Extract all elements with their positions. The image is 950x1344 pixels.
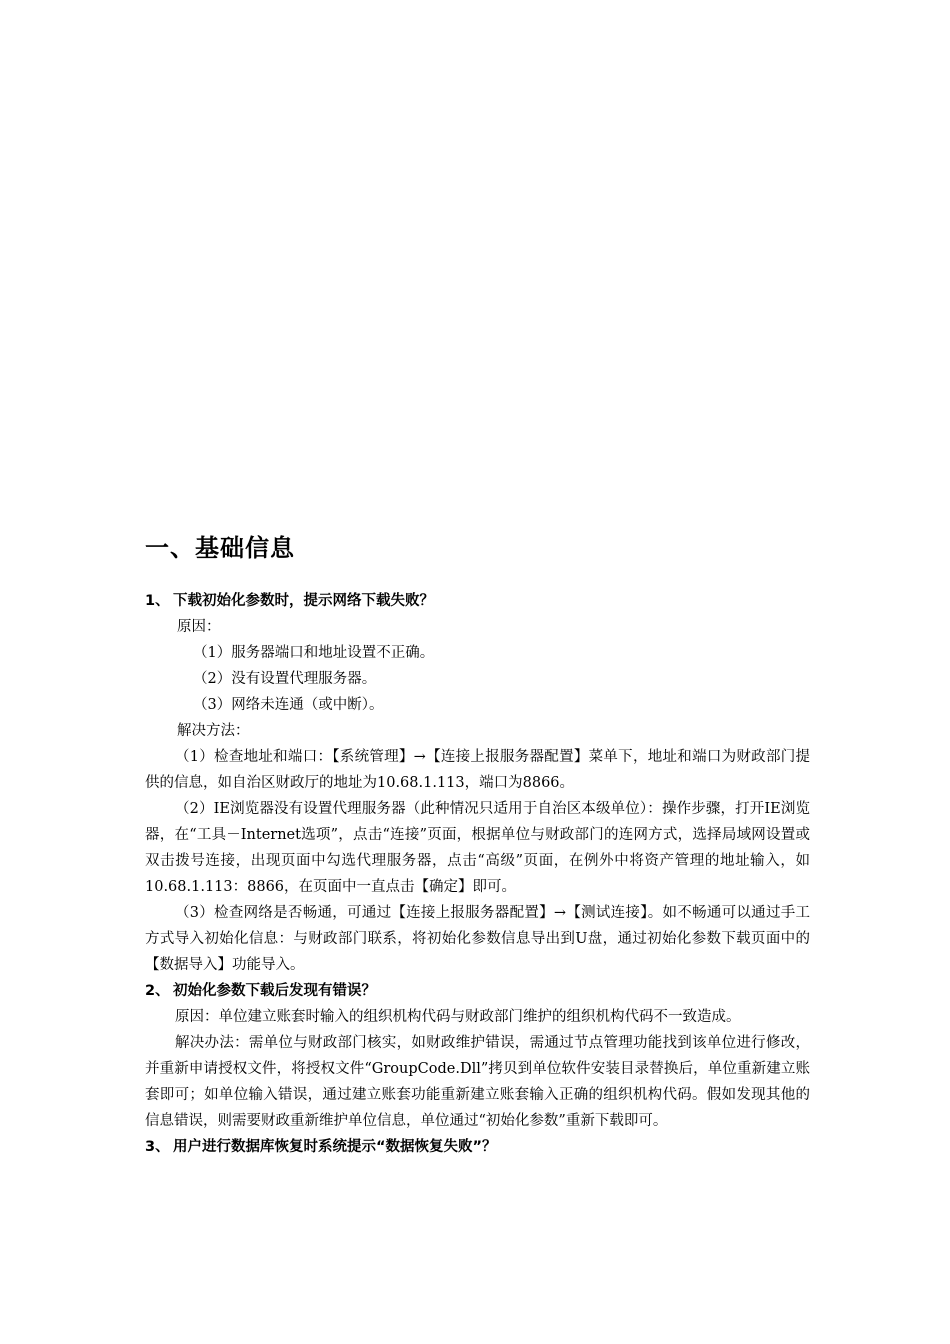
- solution-label: 解决方法：: [177, 723, 250, 739]
- question-number: 2、: [145, 983, 170, 999]
- section-title: 一、基础信息: [145, 534, 295, 562]
- cause-item: （3）网络未连通（或中断）。: [193, 697, 384, 713]
- solution-paragraph: （1）检查地址和端口：【系统管理】→【连接上报服务器配置】菜单下，地址和端口为财政部门提供的信息，如自治区财政厅的地址为10.68.1.113，端口为8866。: [145, 749, 810, 791]
- solution-paragraph: 解决办法：需单位与财政部门核实，如财政维护错误，需通过节点管理功能找到该单位进行修改，并重新申请授权文件，将授权文件“GroupCode.Dll”拷贝到单位软件安装目录替换后，单位重新建立账套即可；如单位输入错误，通过建立账套功能重新建立账套输入正确的组织机构代码。假如发现其他的信息错误，则需要财政重新维护单位信息，单位通过“初始化参数”重新下载即可。: [145, 1035, 810, 1129]
- cause-item: （2）没有设置代理服务器。: [193, 671, 377, 687]
- cause-label: 原因：: [177, 619, 221, 635]
- question-number: 1、: [145, 593, 170, 609]
- question-title: 下载初始化参数时，提示网络下载失败？: [173, 593, 434, 609]
- question-3: [145, 1134, 810, 1160]
- question-2: [145, 978, 810, 1004]
- cause-paragraph: 原因：单位建立账套时输入的组织机构代码与财政部门维护的组织机构代码不一致造成。: [175, 1009, 741, 1025]
- document-body: [145, 530, 810, 1160]
- solution-paragraph: （2）IE浏览器没有设置代理服务器（此种情况只适用于自治区本级单位）：操作步骤，打开IE浏览器，在“工具－Internet选项”，点击“连接”页面，根据单位与财政部门的连网方式，选择局域网设置或双击拨号连接，出现页面中勾选代理服务器，点击“高级”页面，在例外中将资产管理的地址输入，如 10.68.1.113：8866，在页面中一直点击【确定】即可。: [145, 801, 810, 895]
- cause-item: （1）服务器端口和地址设置不正确。: [193, 645, 435, 661]
- question-1: [145, 588, 810, 614]
- question-number: 3、: [145, 1139, 170, 1155]
- question-title: 初始化参数下载后发现有错误？: [173, 983, 376, 999]
- solution-paragraph: （3）检查网络是否畅通，可通过【连接上报服务器配置】→【测试连接】。如不畅通可以通过手工方式导入初始化信息：与财政部门联系，将初始化参数信息导出到U盘，通过初始化参数下载页面中的【数据导入】功能导入。: [145, 905, 810, 973]
- question-title: 用户进行数据库恢复时系统提示“数据恢复失败”？: [173, 1139, 497, 1155]
